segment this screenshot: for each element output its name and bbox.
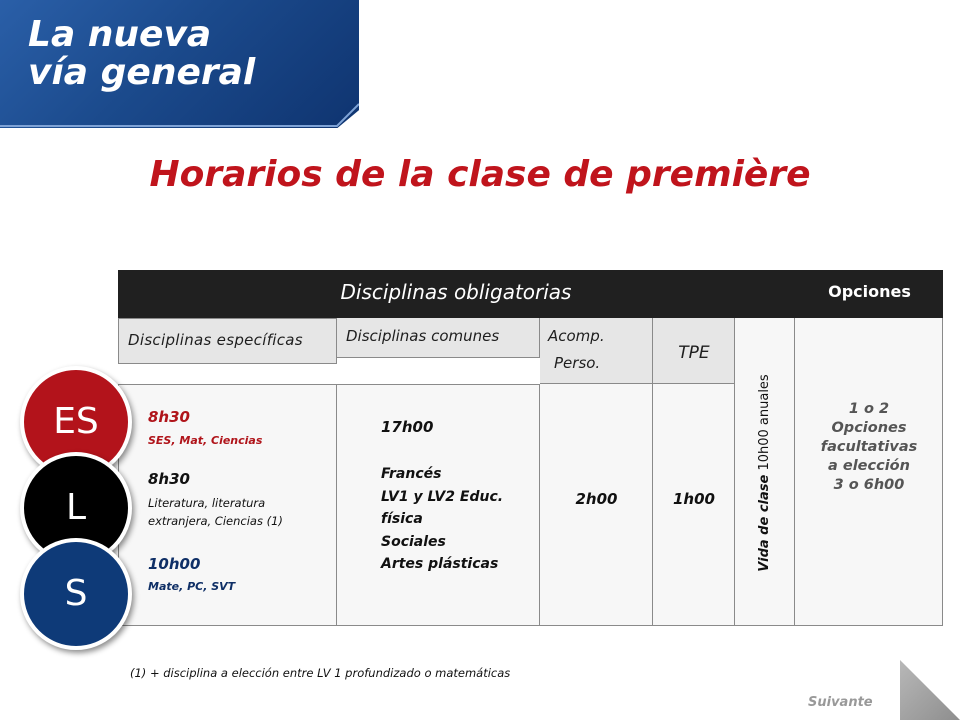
es-hours: 8h30 bbox=[148, 408, 190, 426]
opciones-line: 3 o 6h00 bbox=[833, 477, 905, 493]
footnote: (1) + disciplina a elección entre LV 1 profundizado o matemáticas bbox=[130, 666, 511, 680]
next-link[interactable]: Suivante bbox=[808, 695, 873, 710]
comunes-list bbox=[381, 463, 503, 576]
vida-clase-label bbox=[755, 353, 775, 593]
tpe-hours: 1h00 bbox=[673, 490, 715, 508]
subheader-acomp-line2: Perso. bbox=[554, 354, 601, 372]
comunes-hours: 17h00 bbox=[381, 418, 434, 436]
next-arrow-icon[interactable] bbox=[900, 660, 960, 720]
s-detail: Mate, PC, SVT bbox=[148, 580, 236, 593]
opciones-line: 1 o 2 bbox=[848, 401, 890, 417]
comunes-item: Artes plásticas bbox=[381, 556, 499, 572]
es-detail: SES, Mat, Ciencias bbox=[148, 434, 263, 447]
acomp-hours: 2h00 bbox=[575, 490, 618, 508]
opciones-line: facultativas bbox=[820, 439, 918, 455]
subheader-tpe-label: TPE bbox=[678, 343, 710, 363]
vida-clase-bold: Vida de clase bbox=[757, 474, 772, 572]
l-detail: Literatura, literatura extranjera, Ciencias (1) bbox=[148, 496, 283, 528]
header-obligatorias: Disciplinas obligatorias bbox=[340, 280, 572, 304]
track-l-badge: L bbox=[20, 452, 132, 564]
s-hours: 10h00 bbox=[148, 555, 201, 573]
subheader-acomp-line1: Acomp. bbox=[548, 327, 605, 345]
comunes-item: Francés bbox=[381, 466, 442, 482]
header-opciones: Opciones bbox=[828, 282, 911, 301]
subheader-comunes-label: Disciplinas comunes bbox=[346, 327, 500, 345]
subheader-especificas-label: Disciplinas específicas bbox=[128, 331, 303, 349]
track-es-badge: ES bbox=[20, 366, 132, 478]
l-hours: 8h30 bbox=[148, 470, 190, 488]
track-s-badge: S bbox=[20, 538, 132, 650]
banner-title: La nueva vía general bbox=[28, 14, 256, 93]
vida-clase-normal: 10h00 anuales bbox=[757, 374, 772, 471]
comunes-item: LV1 y LV2 Educ. bbox=[381, 488, 504, 505]
comunes-item: Sociales bbox=[381, 533, 446, 550]
opciones-line: a elección bbox=[828, 458, 910, 474]
comunes-item: física bbox=[381, 511, 423, 527]
page-title: Horarios de la clase de première bbox=[149, 154, 811, 195]
opciones-text bbox=[795, 400, 943, 495]
opciones-line: Opciones bbox=[831, 420, 907, 436]
